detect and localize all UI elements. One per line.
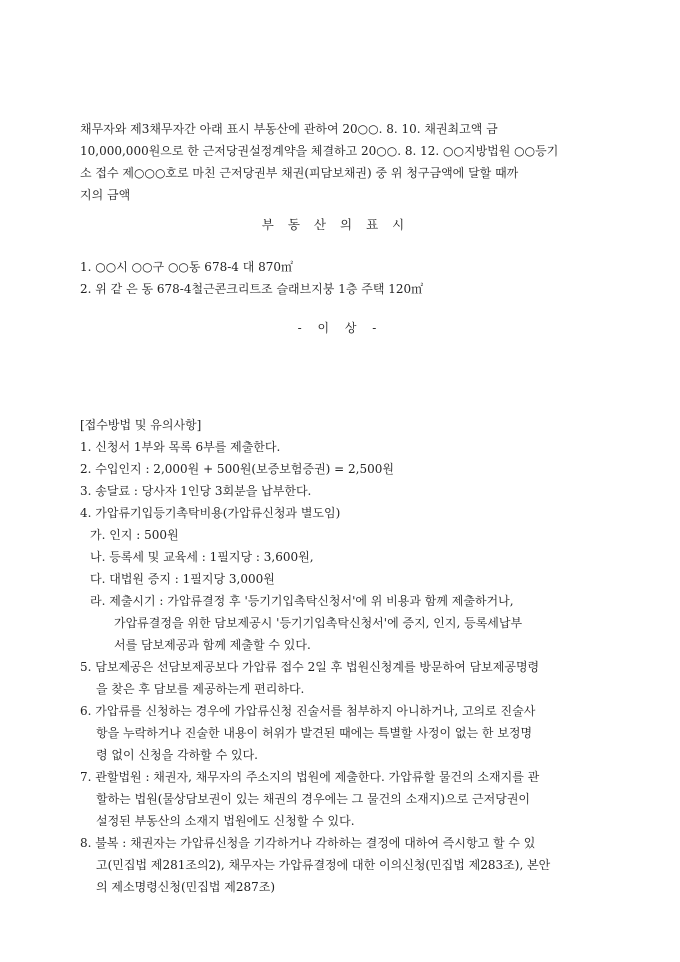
- note-item: 2. 수입인지 : 2,000원 + 500원(보증보험증권) = 2,500원: [80, 462, 394, 476]
- note-item: 1. 신청서 1부와 목록 6부를 제출한다.: [80, 440, 281, 454]
- note-item: 7. 관할법원 : 채권자, 채무자의 주소지의 법원에 제출한다. 가압류할 물건의 소재지를 관: [80, 770, 540, 784]
- note-item-cont: 을 찾은 후 담보를 제공하는게 편리하다.: [96, 682, 305, 696]
- end-mark: - 이 상 -: [297, 321, 383, 335]
- note-item: 5. 담보제공은 선담보제공보다 가압류 접수 2일 후 법원신청계를 방문하여 담보제공명령: [80, 660, 540, 674]
- property-row: 2. 위 같 은 동 678-4철근콘크리트조 슬래브지붕 1층 주택 120㎡: [80, 282, 424, 296]
- note-item-cont: 령 없이 신청을 각하할 수 있다.: [96, 748, 258, 762]
- note-item-cont: 의 제소명령신청(민집법 제287조): [96, 880, 276, 894]
- note-subitem-cont: 서를 담보제공과 함께 제출할 수 있다.: [114, 638, 311, 652]
- note-item-cont: 설정된 부동산의 소재지 법원에도 신청할 수 있다.: [96, 814, 355, 828]
- note-item: 8. 불복 : 채권자는 가압류신청을 기각하거나 각하하는 결정에 대하여 즉시항고 할 수 있: [80, 836, 536, 850]
- note-item: 4. 가압류기입등기촉탁비용(가압류신청과 별도임): [80, 506, 341, 520]
- property-list: [80, 256, 600, 300]
- intro-line: 소 접수 제○○○호로 마친 근저당권부 채권(피담보채권) 중 위 청구금액에 달할 때까: [80, 166, 519, 180]
- intro-line: 지의 금액: [80, 188, 131, 202]
- note-item-cont: 고(민집법 제281조의2), 채무자는 가압류결정에 대한 이의신청(민집법 제283조), 본안: [96, 858, 551, 872]
- notes-heading: [접수방법 및 유의사항]: [80, 418, 202, 432]
- filing-notes: [80, 414, 604, 898]
- note-subitem-cont: 가압류결정을 위한 담보제공시 '등기기입촉탁신청서'에 증지, 인지, 등록세납부: [114, 616, 523, 630]
- note-item: 3. 송달료 : 당사자 1인당 3회분을 납부한다.: [80, 484, 312, 498]
- note-item-cont: 할하는 법원(물상담보권이 있는 채권의 경우에는 그 물건의 소재지)으로 근저당권이: [96, 792, 531, 806]
- note-item-cont: 항을 누락하거나 진술한 내용이 허위가 발견된 때에는 특별할 사정이 없는 한 보정명: [96, 726, 533, 740]
- note-subitem: 나. 등록세 및 교육세 : 1필지당 : 3,600원,: [90, 550, 314, 564]
- claim-description: [80, 118, 600, 206]
- property-row: 1. ○○시 ○○구 ○○동 678-4 대 870㎡: [80, 260, 294, 274]
- note-subitem: 가. 인지 : 500원: [90, 528, 179, 542]
- intro-line: 채무자와 제3채무자간 아래 표시 부동산에 관하여 20○○. 8. 10. 채권최고액 금: [80, 122, 498, 136]
- property-title: 부동산의표시: [261, 217, 419, 232]
- note-subitem: 라. 제출시기 : 가압류결정 후 '등기기입촉탁신청서'에 위 비용과 함께 제출하거나,: [90, 594, 514, 608]
- note-subitem: 다. 대법원 증지 : 1필지당 3,000원: [90, 572, 275, 586]
- intro-line: 10,000,000원으로 한 근저당권설정계약을 체결하고 20○○. 8. 12. ○○지방법원 ○○등기: [80, 144, 559, 158]
- note-item: 6. 가압류를 신청하는 경우에 가압류신청 진술서를 첨부하지 아니하거나, 고의로 진술사: [80, 704, 536, 718]
